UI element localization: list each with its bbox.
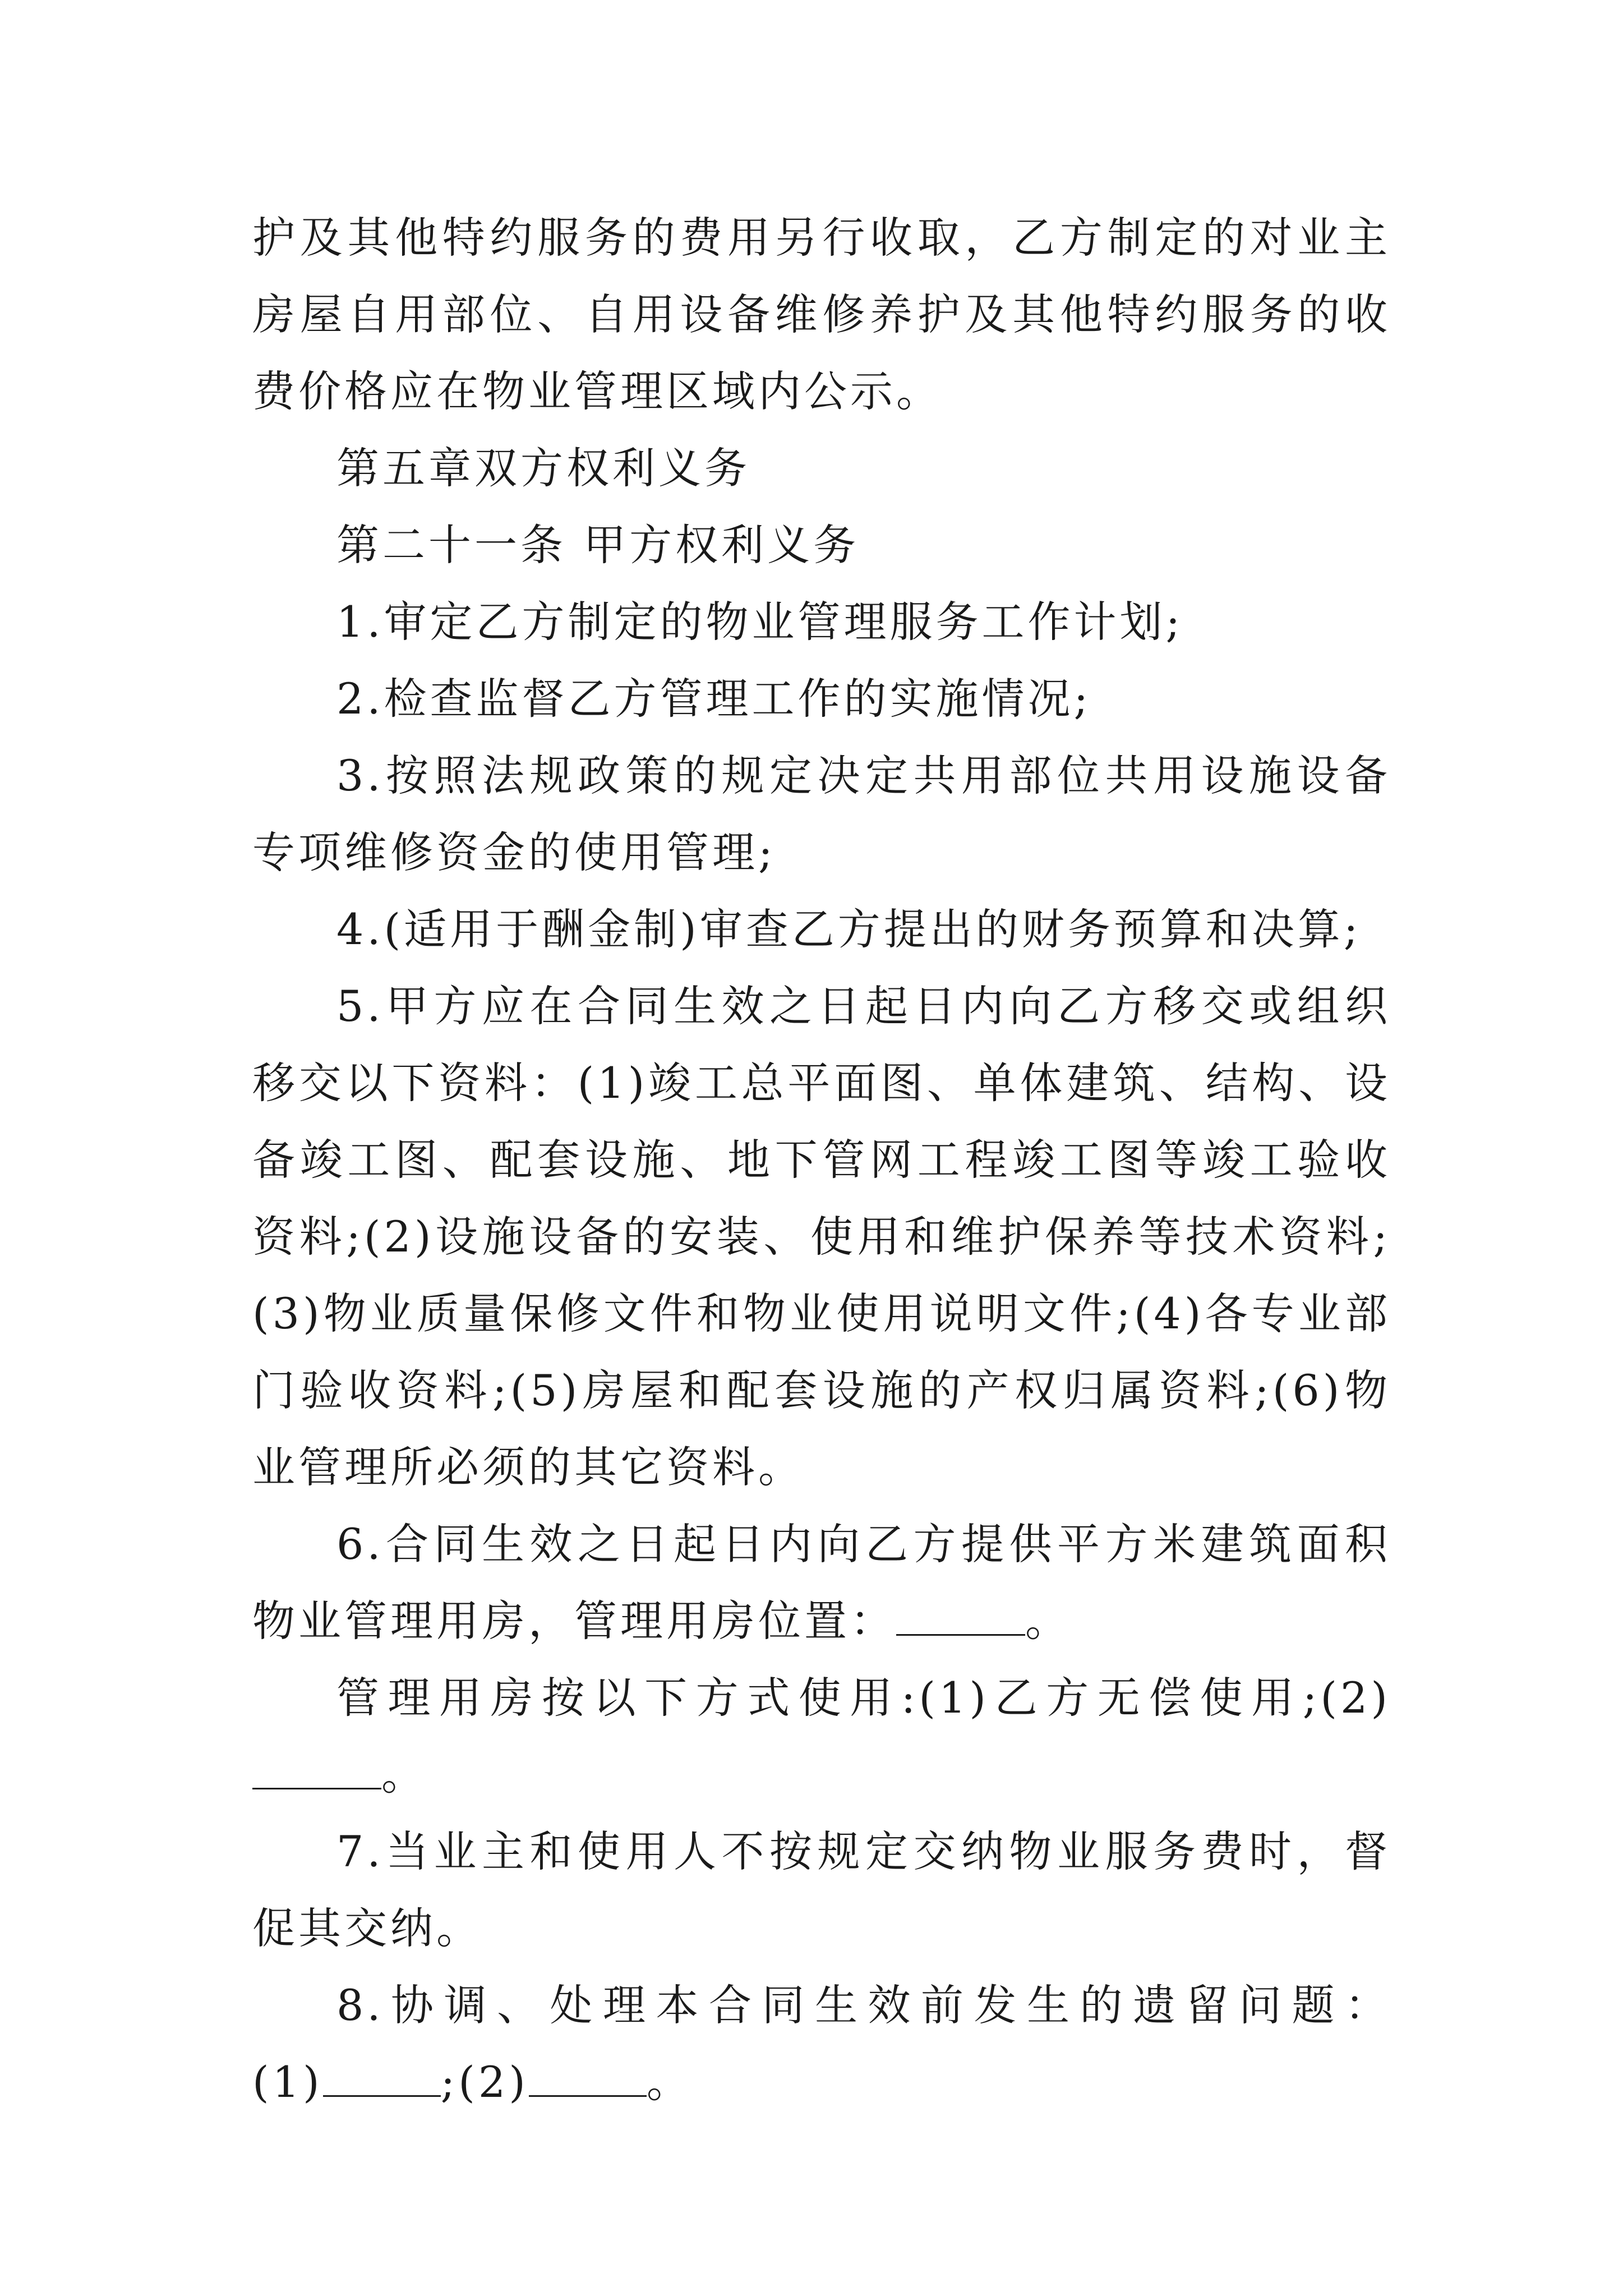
item-2-label: (2): [458, 2057, 529, 2107]
office-usage: [252, 1659, 1391, 1813]
clause-6: [252, 1506, 1391, 1659]
fill-in-blank[interactable]: [896, 1602, 1025, 1636]
fill-in-blank[interactable]: [529, 2063, 647, 2097]
office-usage-text: 管理用房按以下方式使用:(1)乙方无偿使用;(2): [336, 1673, 1391, 1723]
clause-1: 1.审定乙方制定的物业管理服务工作计划;: [336, 597, 1184, 647]
clause-8: [252, 1967, 1391, 2044]
office-usage-end: 。: [381, 1750, 427, 1800]
clause-8-items: [252, 2044, 1391, 2120]
clause-3: 3.按照法规政策的规定决定共用部位共用设施设备专项维修资金的使用管理;: [252, 751, 1391, 877]
document-body: [252, 199, 1391, 2120]
clause-4: 4.(适用于酬金制)审查乙方提出的财务预算和决算;: [336, 904, 1362, 954]
clause-6-end: 。: [1025, 1596, 1071, 1646]
clause-8-end: 。: [646, 2057, 693, 2107]
item-1-label: (1): [252, 2057, 323, 2107]
clause-2: 2.检查监督乙方管理工作的实施情况;: [336, 674, 1092, 724]
fill-in-blank[interactable]: [252, 1755, 381, 1789]
paragraph-fee-notice: 护及其他特约服务的费用另行收取，乙方制定的对业主房屋自用部位、自用设备维修养护及其他特约服务的收费价格应在物业管理区域内公示。: [252, 213, 1391, 416]
clause-8-text: 8.协调、处理本合同生效前发生的遗留问题：: [336, 1980, 1391, 2030]
clause-7: 7.当业主和使用人不按规定交纳物业服务费时，督促其交纳。: [252, 1826, 1391, 1953]
item-separator: ;: [440, 2057, 459, 2107]
fill-in-blank[interactable]: [323, 2063, 441, 2097]
clause-5: 5.甲方应在合同生效之日起日内向乙方移交或组织移交以下资料：(1)竣工总平面图、单体建筑、结构、设备竣工图、配套设施、地下管网工程竣工图等竣工验收资料;(2)设施设备的安装、使用和维护保养等技术资料;(3)物业质量保修文件和物业使用说明文件;(4)各专业部门验收资料;(5)房屋和配套设施的产权归属资料;(6)物业管理所必须的其它资料。: [252, 981, 1391, 1492]
clause-6-text: 6.合同生效之日起日内向乙方提供平方米建筑面积物业管理用房，管理用房位置：: [252, 1519, 1391, 1646]
article-heading: 第二十一条 甲方权利义务: [336, 520, 860, 570]
chapter-heading: 第五章双方权利义务: [336, 443, 750, 493]
